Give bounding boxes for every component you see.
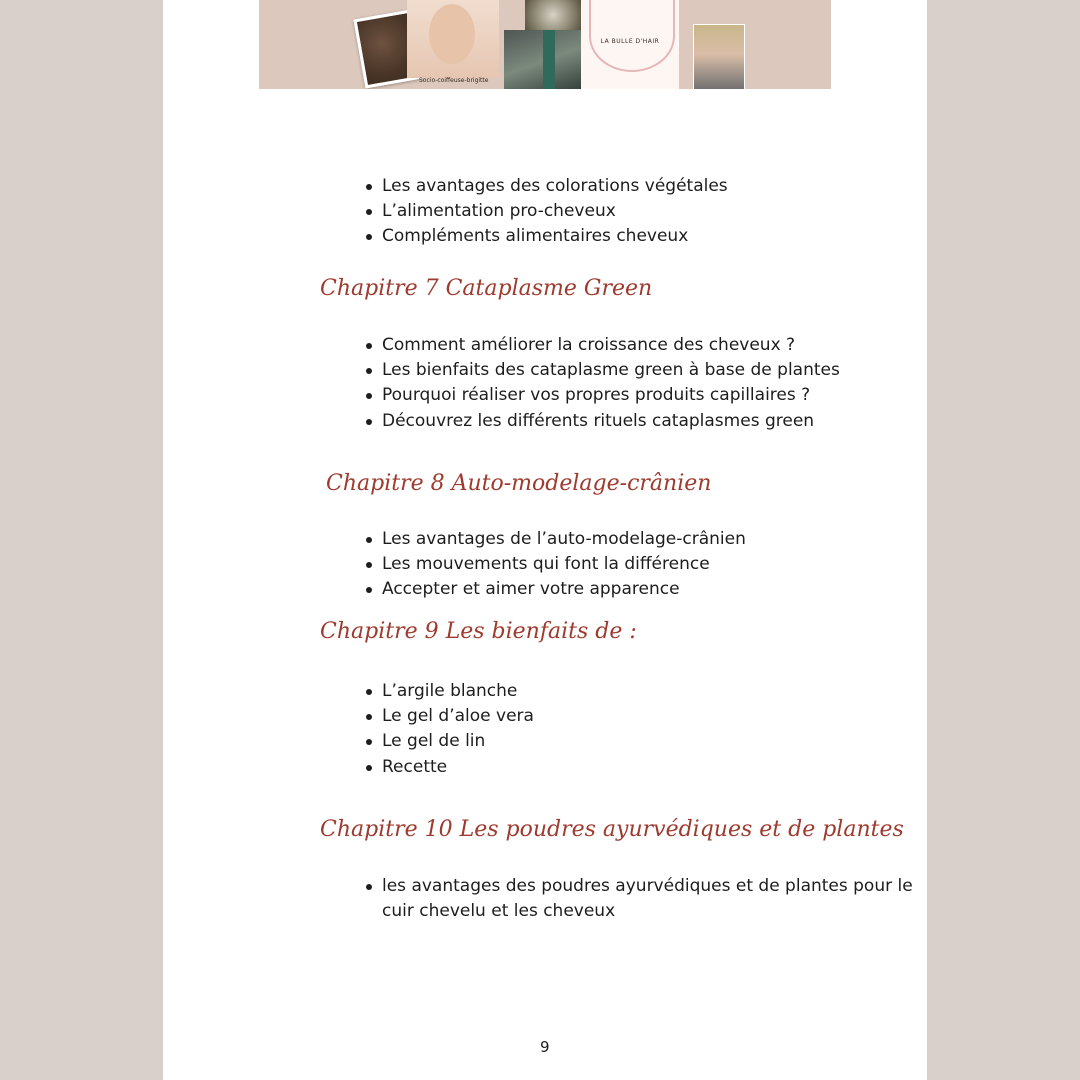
list-item: L’alimentation pro-cheveux [366, 199, 728, 224]
list-item: L’argile blanche [366, 679, 534, 704]
list-item: Les avantages de l’auto-modelage-crânien [366, 527, 746, 552]
list-item: Recette [366, 755, 534, 780]
chapter-8-list [366, 527, 746, 603]
banner-caption: Socio-coiffeuse-brigitte [419, 77, 489, 84]
chapter-10-title: Chapitre 10 Les poudres ayurvédiques et de plantes [320, 817, 904, 842]
list-item: Le gel de lin [366, 729, 534, 754]
chapter-10-list [366, 874, 916, 924]
document-page [163, 0, 927, 1080]
herbal-bowl-photo [525, 0, 581, 30]
chapter-9-list [366, 679, 534, 780]
chapter-7-title: Chapitre 7 Cataplasme Green [320, 276, 653, 301]
chapter-7-list [366, 333, 840, 434]
brand-logo [581, 0, 679, 89]
list-item: Les bienfaits des cataplasme green à base de plantes [366, 358, 840, 383]
intro-list [366, 174, 728, 250]
header-banner [259, 0, 831, 89]
list-item: Accepter et aimer votre apparence [366, 577, 746, 602]
green-stripe [543, 30, 555, 89]
list-item: Découvrez les différents rituels cataplasmes green [366, 409, 840, 434]
page-number: 9 [540, 1038, 550, 1056]
chapter-9-title: Chapitre 9 Les bienfaits de : [320, 619, 637, 644]
list-item: Pourquoi réaliser vos propres produits capillaires ? [366, 383, 840, 408]
list-item: Comment améliorer la croissance des cheveux ? [366, 333, 840, 358]
list-item: Compléments alimentaires cheveux [366, 224, 728, 249]
list-item: Les avantages des colorations végétales [366, 174, 728, 199]
author-photo [693, 24, 745, 89]
list-item: les avantages des poudres ayurvédiques et de plantes pour le cuir chevelu et les cheveux [366, 874, 916, 924]
list-item: Le gel d’aloe vera [366, 704, 534, 729]
logo-text: LA BULLE D'HAIR [600, 38, 660, 45]
portrait-photo [407, 0, 499, 78]
chapter-8-title: Chapitre 8 Auto-modelage-crânien [326, 471, 712, 496]
list-item: Les mouvements qui font la différence [366, 552, 746, 577]
